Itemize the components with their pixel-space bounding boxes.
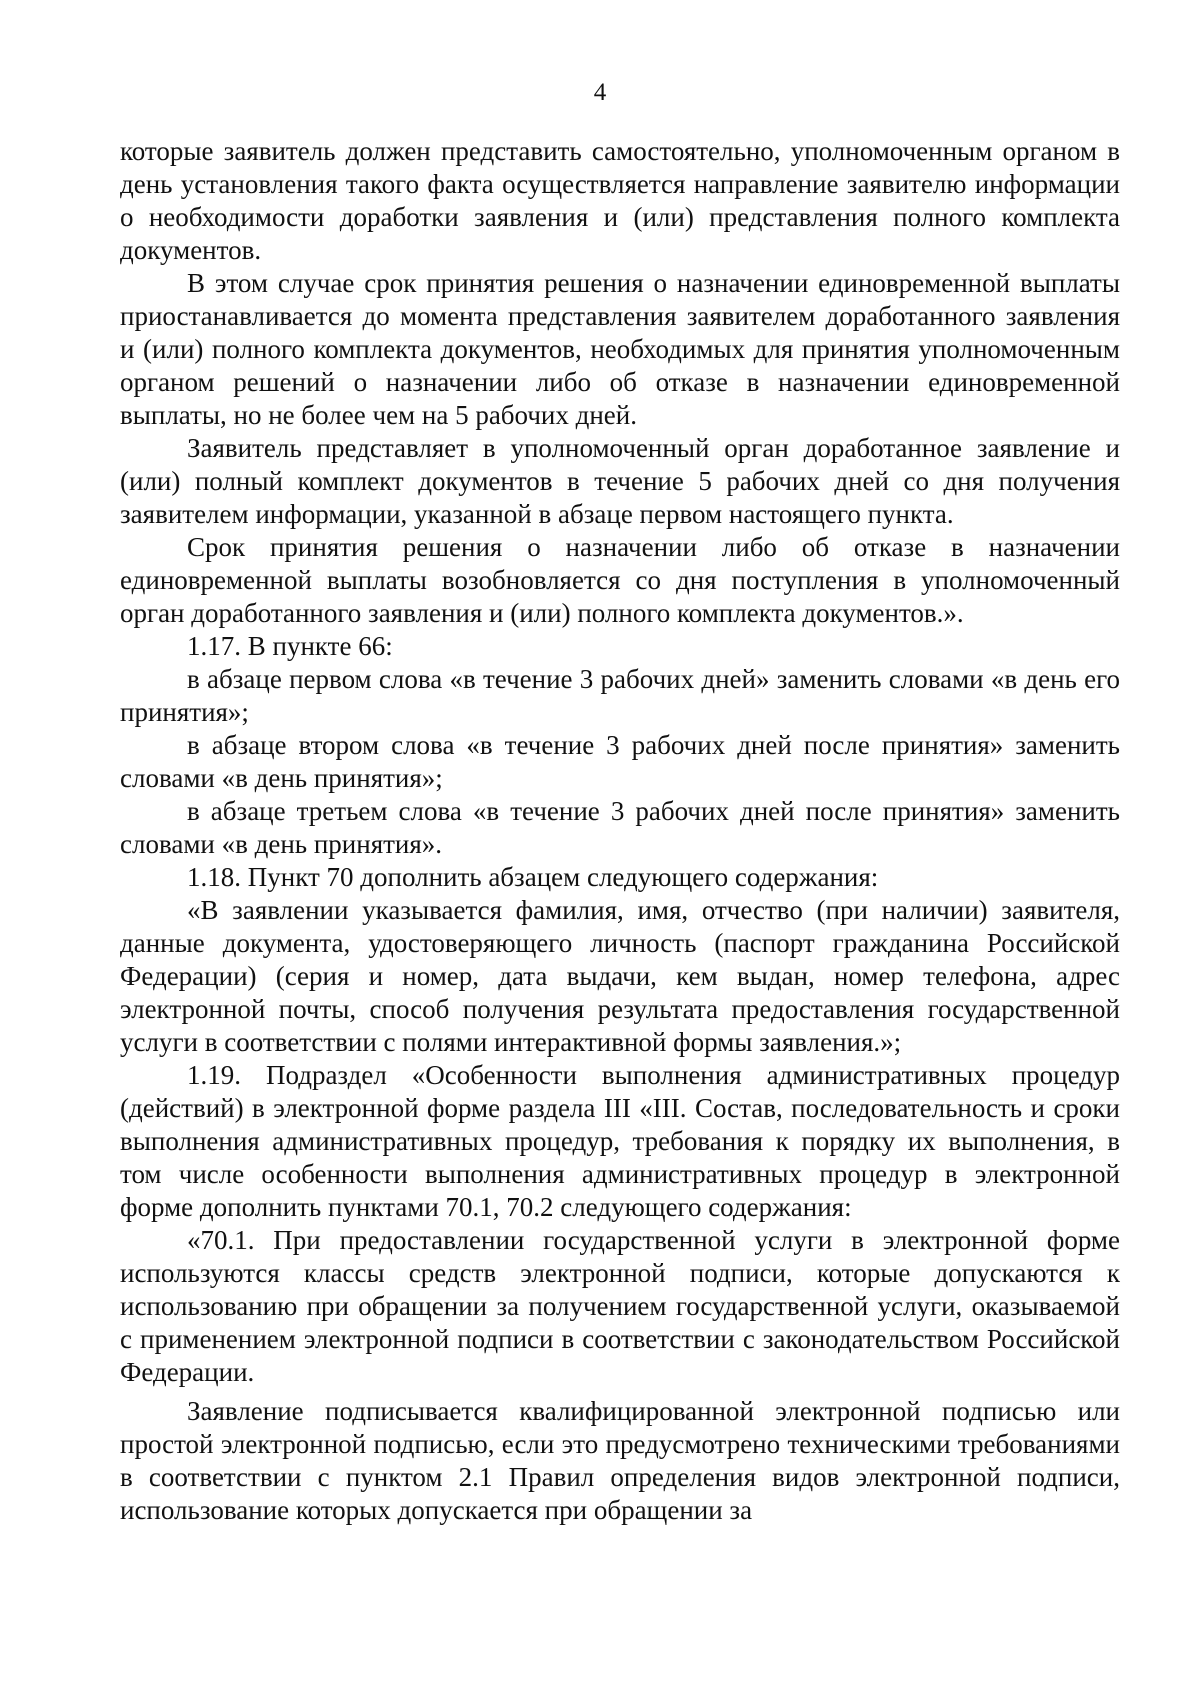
paragraph-first-subparagraph: в абзаце первом слова «в течение 3 рабочих дней» заменить словами «в день его принятия»; xyxy=(120,664,1120,727)
paragraph-signature-requirements: Заявление подписывается квалифицированной электронной подписью или простой электронной подписью, если это предусмотрено техническими требованиями в соответствии с пунктом 2.1 Правил определения видов электронной подписи, использование которых допускается при обращении за xyxy=(120,1396,1120,1525)
paragraph-clause-70-1: «70.1. При предоставлении государственной услуги в электронной форме используются классы средств электронной подписи, которые допускаются к использованию при обращении за получением государственной услуги, оказываемой с применением электронной подписи в соответствии с законодательством Российской Федерации. xyxy=(120,1225,1120,1387)
page-number: 4 xyxy=(593,79,607,106)
paragraph-clause-1-17: 1.17. В пункте 66: xyxy=(187,631,393,661)
paragraph-applicant-submits: Заявитель представляет в уполномоченный орган доработанное заявление и (или) полный комплект документов в течение 5 рабочих дней со дня получения заявителем информации, указанной в абзаце первом настоящего пункта. xyxy=(120,433,1120,529)
paragraph-clause-1-19: 1.19. Подраздел «Особенности выполнения административных процедур (действий) в электронной форме раздела III «III. Состав, последовательность и сроки выполнения административных процедур, требования к порядку их выполнения, в том числе особенности выполнения административных процедур в электронной форме дополнить пунктами 70.1, 70.2 следующего содержания: xyxy=(120,1060,1120,1222)
paragraph-term-resumes: Срок принятия решения о назначении либо об отказе в назначении единовременной выплаты возобновляется со дня поступления в уполномоченный орган доработанного заявления и (или) полного комплекта документов.». xyxy=(120,532,1120,628)
paragraph-second-subparagraph: в абзаце втором слова «в течение 3 рабочих дней после принятия» заменить словами «в день принятия»; xyxy=(120,730,1120,793)
paragraph-continuation: которые заявитель должен представить самостоятельно, уполномоченным органом в день установления такого факта осуществляется направление заявителю информации о необходимости доработки заявления и (или) представления полного комплекта документов. xyxy=(120,136,1120,265)
paragraph-clause-1-18: 1.18. Пункт 70 дополнить абзацем следующего содержания: xyxy=(187,862,879,892)
paragraph-application-details: «В заявлении указывается фамилия, имя, отчество (при наличии) заявителя, данные документа, удостоверяющего личность (паспорт гражданина Российской Федерации) (серия и номер, дата выдачи, кем выдан, номер телефона, адрес электронной почты, способ получения результата предоставления государственной услуги в соответствии с полями интерактивной формы заявления.»; xyxy=(120,895,1120,1057)
document-body xyxy=(120,135,1120,1527)
paragraph-suspension-term: В этом случае срок принятия решения о назначении единовременной выплаты приостанавливается до момента представления заявителем доработанного заявления и (или) полного комплекта документов, необходимых для принятия уполномоченным органом решений о назначении либо об отказе в назначении единовременной выплаты, но не более чем на 5 рабочих дней. xyxy=(120,268,1120,430)
paragraph-third-subparagraph: в абзаце третьем слова «в течение 3 рабочих дней после принятия» заменить словами «в день принятия». xyxy=(120,796,1120,859)
